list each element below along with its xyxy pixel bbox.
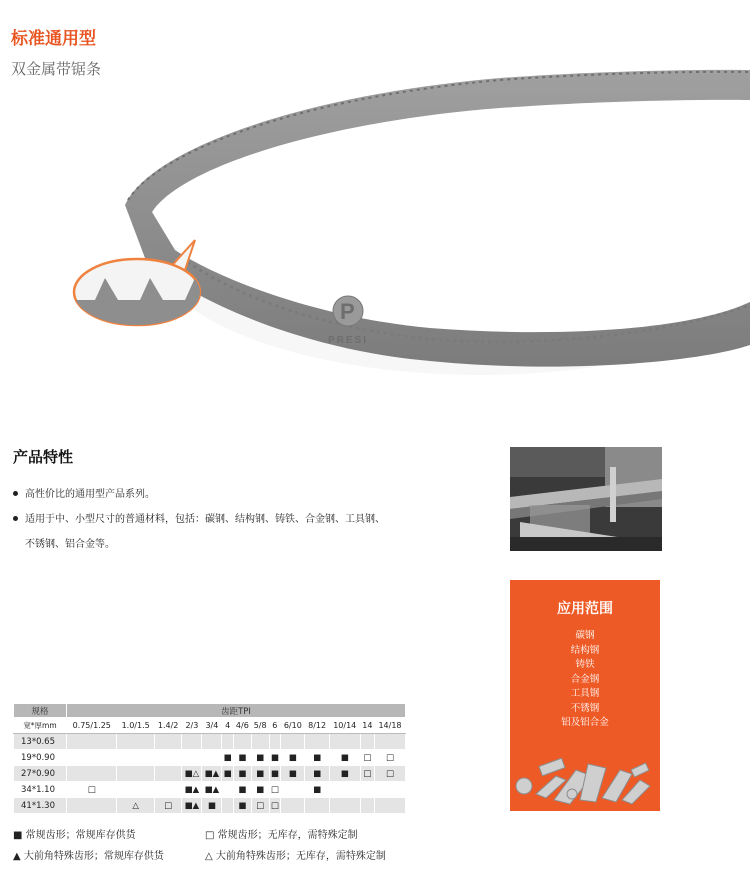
tpi-column: 2/3 bbox=[182, 718, 202, 734]
presi-brand-text: PRESI bbox=[328, 335, 369, 346]
metal-profiles-image bbox=[510, 740, 660, 811]
tpi-column: 6 bbox=[269, 718, 281, 734]
tpi-mark-cell bbox=[182, 734, 202, 750]
tpi-mark-cell bbox=[222, 782, 234, 798]
size-cell: 34*1.10 bbox=[14, 782, 67, 798]
tpi-mark-cell: ■△ bbox=[182, 766, 202, 782]
tpi-mark-cell: ■ bbox=[233, 782, 251, 798]
tpi-mark-cell bbox=[375, 734, 406, 750]
application-list bbox=[510, 629, 660, 731]
tpi-mark-cell: ■ bbox=[305, 750, 329, 766]
tpi-mark-cell: ■ bbox=[251, 766, 269, 782]
tpi-mark-cell: ■ bbox=[202, 798, 222, 814]
table-row bbox=[14, 766, 406, 782]
tpi-mark-cell bbox=[329, 782, 360, 798]
tpi-column: 3/4 bbox=[202, 718, 222, 734]
table-header-row bbox=[14, 704, 406, 718]
tpi-mark-cell bbox=[375, 782, 406, 798]
spec-header: 规格 bbox=[14, 704, 67, 718]
band-saw-blade-illustration bbox=[0, 0, 750, 420]
svg-text:P: P bbox=[340, 299, 355, 324]
tpi-mark-cell bbox=[182, 750, 202, 766]
tpi-mark-cell bbox=[360, 798, 374, 814]
page-subtitle: 双金属带锯条 bbox=[11, 60, 102, 78]
application-item: 工具钢 bbox=[570, 688, 600, 699]
tpi-mark-cell bbox=[360, 734, 374, 750]
tpi-mark-cell bbox=[67, 798, 117, 814]
tpi-mark-cell: ■▲ bbox=[182, 798, 202, 814]
tpi-mark-cell bbox=[117, 782, 154, 798]
tpi-mark-cell: ■▲ bbox=[202, 782, 222, 798]
legend-item: □ 常规齿形；无库存，需特殊定制 bbox=[205, 830, 358, 841]
tpi-mark-cell bbox=[329, 798, 360, 814]
tooth-detail-callout bbox=[70, 240, 210, 330]
tpi-mark-cell bbox=[67, 766, 117, 782]
tpi-column: 4/6 bbox=[233, 718, 251, 734]
tpi-mark-cell: ■ bbox=[222, 766, 234, 782]
tpi-mark-cell bbox=[154, 766, 182, 782]
tpi-mark-cell: ■ bbox=[329, 750, 360, 766]
tpi-mark-cell: ■ bbox=[269, 750, 281, 766]
bullet-icon bbox=[13, 491, 18, 496]
tpi-column: 5/8 bbox=[251, 718, 269, 734]
tpi-mark-cell bbox=[117, 750, 154, 766]
table-row bbox=[14, 798, 406, 814]
tpi-mark-cell bbox=[281, 782, 305, 798]
size-cell: 27*0.90 bbox=[14, 766, 67, 782]
tpi-mark-cell: △ bbox=[117, 798, 154, 814]
spec-table bbox=[13, 703, 406, 814]
feature-item: 适用于中、小型尺寸的普通材料，包括：碳钢、结构钢、铸铁、合金钢、工具钢、 bbox=[13, 507, 453, 532]
tpi-mark-cell: □ bbox=[154, 798, 182, 814]
saw-cutting-photo bbox=[510, 447, 662, 551]
tpi-mark-cell: ■ bbox=[281, 750, 305, 766]
tpi-mark-cell bbox=[202, 750, 222, 766]
tpi-mark-cell bbox=[154, 750, 182, 766]
tpi-column: 10/14 bbox=[329, 718, 360, 734]
tpi-mark-cell: □ bbox=[67, 782, 117, 798]
tpi-mark-cell: ■ bbox=[281, 766, 305, 782]
feature-item-continuation: 不锈钢、铝合金等。 bbox=[25, 539, 115, 550]
tpi-mark-cell: □ bbox=[269, 798, 281, 814]
application-item: 不锈钢 bbox=[570, 702, 600, 714]
tpi-mark-cell: ■ bbox=[233, 766, 251, 782]
tpi-mark-cell bbox=[222, 798, 234, 814]
tpi-mark-cell: □ bbox=[360, 750, 374, 766]
tpi-mark-cell: □ bbox=[269, 782, 281, 798]
tpi-mark-cell bbox=[67, 750, 117, 766]
tpi-mark-cell: ■ bbox=[251, 782, 269, 798]
tpi-mark-cell: ■ bbox=[269, 766, 281, 782]
tpi-mark-cell: □ bbox=[375, 766, 406, 782]
tpi-mark-cell: ■ bbox=[329, 766, 360, 782]
tpi-mark-cell bbox=[222, 734, 234, 750]
tpi-mark-cell: ■▲ bbox=[202, 766, 222, 782]
tpi-mark-cell: ■▲ bbox=[182, 782, 202, 798]
size-cell: 41*1.30 bbox=[14, 798, 67, 814]
tpi-mark-cell bbox=[117, 766, 154, 782]
spec-table-body bbox=[14, 734, 406, 814]
legend-item: △ 大前角特殊齿形；无库存，需特殊定制 bbox=[205, 851, 386, 862]
tpi-mark-cell bbox=[202, 734, 222, 750]
size-cell: 19*0.90 bbox=[14, 750, 67, 766]
tpi-mark-cell bbox=[281, 734, 305, 750]
tpi-mark-cell: ■ bbox=[305, 766, 329, 782]
feature-item: 高性价比的通用型产品系列。 bbox=[13, 482, 453, 507]
tpi-header: 齿距TPI bbox=[67, 704, 406, 718]
table-row bbox=[14, 750, 406, 766]
tpi-column: 6/10 bbox=[281, 718, 305, 734]
tpi-mark-cell bbox=[67, 734, 117, 750]
legend-item: ■ 常规齿形；常规库存供货 bbox=[13, 830, 136, 841]
application-panel bbox=[510, 580, 660, 811]
features-list bbox=[13, 482, 453, 557]
tpi-mark-cell bbox=[117, 734, 154, 750]
tpi-mark-cell: □ bbox=[360, 766, 374, 782]
tpi-mark-cell bbox=[360, 782, 374, 798]
tpi-column: 14/18 bbox=[375, 718, 406, 734]
application-title: 应用范围 bbox=[557, 601, 613, 617]
tpi-column: 0.75/1.25 bbox=[67, 718, 117, 734]
application-item: 合金钢 bbox=[570, 673, 600, 685]
tpi-column: 14 bbox=[360, 718, 374, 734]
application-item: 铝及铝合金 bbox=[561, 717, 609, 728]
tpi-column: 1.4/2 bbox=[154, 718, 182, 734]
tpi-mark-cell: ■ bbox=[222, 750, 234, 766]
size-cell: 13*0.65 bbox=[14, 734, 67, 750]
table-row bbox=[14, 734, 406, 750]
tpi-mark-cell: ■ bbox=[233, 750, 251, 766]
tpi-mark-cell bbox=[154, 734, 182, 750]
table-subheader-row bbox=[14, 718, 406, 734]
tpi-mark-cell bbox=[329, 734, 360, 750]
application-item: 铸铁 bbox=[575, 659, 595, 670]
tpi-mark-cell bbox=[233, 734, 251, 750]
tpi-mark-cell bbox=[154, 782, 182, 798]
tpi-mark-cell: ■ bbox=[305, 782, 329, 798]
tpi-mark-cell: □ bbox=[251, 798, 269, 814]
tpi-mark-cell bbox=[375, 798, 406, 814]
tpi-mark-cell: ■ bbox=[251, 750, 269, 766]
tpi-mark-cell bbox=[269, 734, 281, 750]
tpi-column: 8/12 bbox=[305, 718, 329, 734]
page-title: 标准通用型 bbox=[11, 29, 96, 49]
legend-item: ▲ 大前角特殊齿形；常规库存供货 bbox=[13, 851, 164, 862]
application-item: 结构钢 bbox=[570, 644, 600, 656]
size-header: 宽*厚mm bbox=[14, 718, 67, 734]
tpi-column: 4 bbox=[222, 718, 234, 734]
tpi-column: 1.0/1.5 bbox=[117, 718, 154, 734]
tpi-mark-cell bbox=[305, 734, 329, 750]
tpi-mark-cell: ■ bbox=[233, 798, 251, 814]
tpi-mark-cell bbox=[251, 734, 269, 750]
features-title: 产品特性 bbox=[13, 448, 74, 466]
tpi-mark-cell bbox=[281, 798, 305, 814]
application-item: 碳钢 bbox=[575, 630, 595, 641]
bullet-icon bbox=[13, 516, 18, 521]
tpi-mark-cell: □ bbox=[375, 750, 406, 766]
tpi-mark-cell bbox=[305, 798, 329, 814]
table-row bbox=[14, 782, 406, 798]
